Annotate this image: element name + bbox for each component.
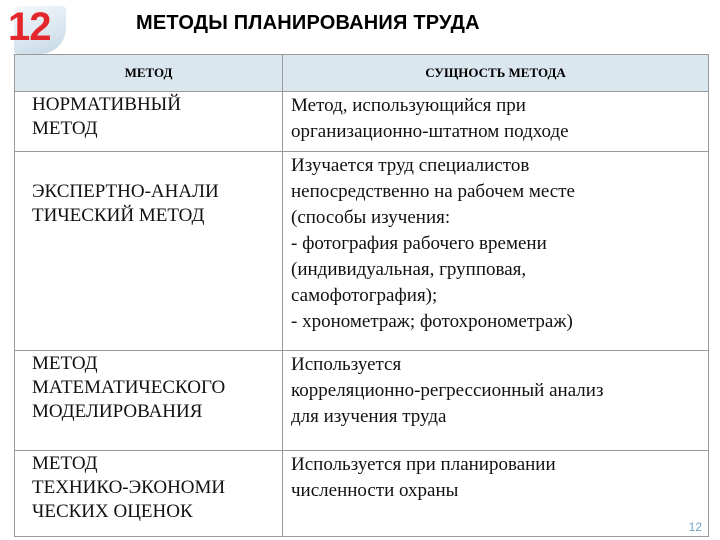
method-line: ЧЕСКИХ ОЦЕНОК xyxy=(32,501,193,522)
description-line: Метод, использующийся при xyxy=(291,95,526,116)
method-line: ЭКСПЕРТНО-АНАЛИ xyxy=(32,181,219,202)
description-line: (индивидуальная, групповая, xyxy=(291,259,527,280)
method-line: ТЕХНИКО-ЭКОНОМИ xyxy=(32,477,226,498)
description-line: непосредственно на рабочем месте xyxy=(291,181,575,202)
method-cell xyxy=(15,351,283,451)
description-line: - фотография рабочего времени xyxy=(291,233,547,254)
description-line: численности охраны xyxy=(291,480,459,501)
description-cell xyxy=(283,92,709,152)
description-line: для изучения труда xyxy=(291,406,447,427)
methods-table xyxy=(14,54,709,537)
method-line: МЕТОД xyxy=(32,453,98,474)
method-line: НОРМАТИВНЫЙ xyxy=(32,94,181,115)
slide-title: МЕТОДЫ ПЛАНИРОВАНИЯ ТРУДА xyxy=(136,12,480,34)
method-line: ТИЧЕСКИЙ МЕТОД xyxy=(32,205,205,226)
slide-number-badge xyxy=(6,4,66,54)
description-cell xyxy=(283,451,709,537)
description-line: самофотография); xyxy=(291,285,438,306)
table-header-row xyxy=(15,55,709,92)
table-row xyxy=(15,351,709,451)
description-line: Используется при планировании xyxy=(291,454,556,475)
table-row xyxy=(15,152,709,351)
description-cell xyxy=(283,152,709,351)
header-method: МЕТОД xyxy=(15,55,283,92)
method-cell xyxy=(15,152,283,351)
method-line: МЕТОД xyxy=(32,118,98,139)
method-cell xyxy=(15,92,283,152)
description-cell xyxy=(283,351,709,451)
table-row xyxy=(15,451,709,537)
description-line: (способы изучения: xyxy=(291,207,451,228)
badge-number: 12 xyxy=(8,5,51,49)
page-number: 12 xyxy=(688,520,702,534)
header-description: СУЩНОСТЬ МЕТОДА xyxy=(283,55,709,92)
method-line: МОДЕЛИРОВАНИЯ xyxy=(32,401,203,422)
description-line: организационно-штатном подходе xyxy=(291,121,569,142)
description-line: - хронометраж; фотохронометраж) xyxy=(291,311,573,332)
method-line: МАТЕМАТИЧЕСКОГО xyxy=(32,377,226,398)
method-line: МЕТОД xyxy=(32,353,98,374)
description-line: корреляционно-регрессионный анализ xyxy=(291,380,604,401)
table-row xyxy=(15,92,709,152)
description-line: Используется xyxy=(291,354,402,375)
description-line: Изучается труд специалистов xyxy=(291,155,530,176)
method-cell xyxy=(15,451,283,537)
